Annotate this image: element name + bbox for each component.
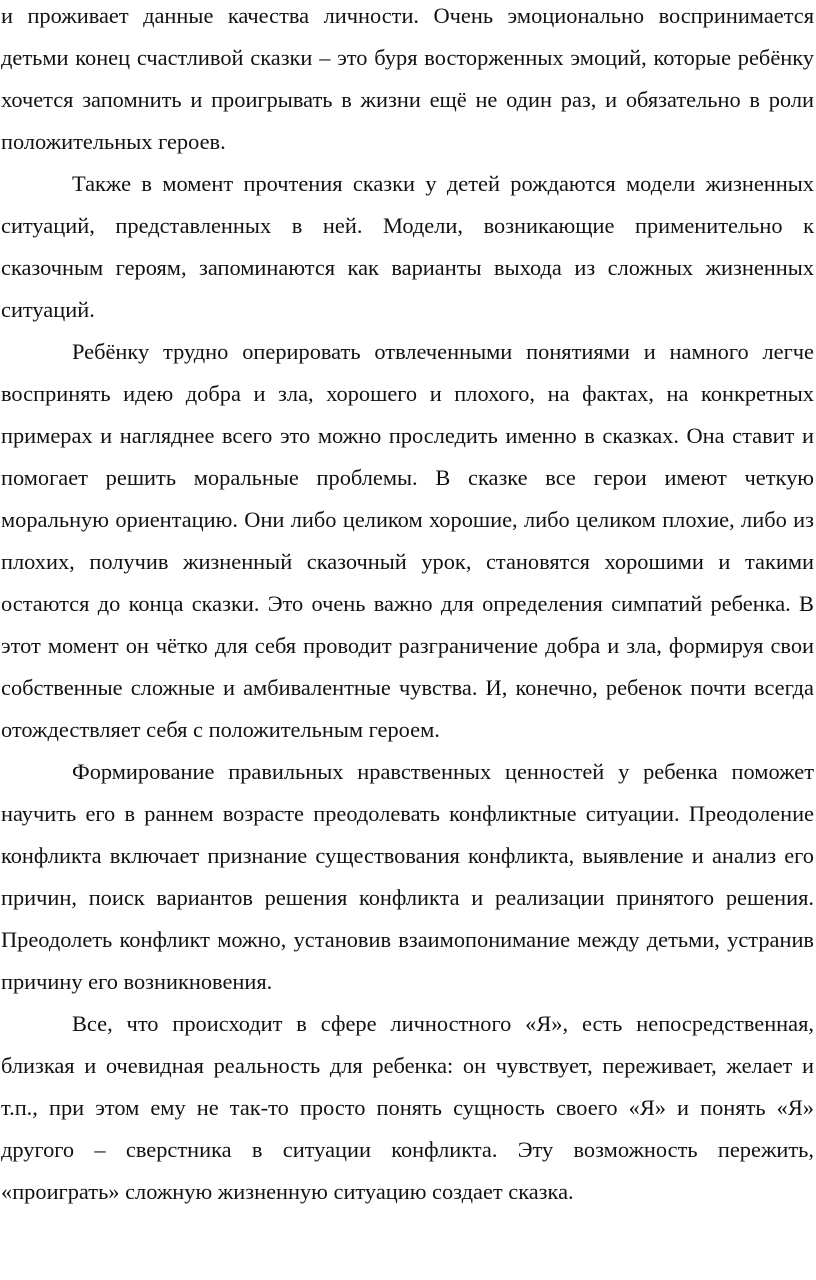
paragraph-continuation: и проживает данные качества личности. Очень эмоционально воспринимается детьми конец счастливой сказки – это буря восторженных эмоций, которые ребёнку хочется запомнить и проигрывать в жизни ещё не один раз, и обязательно в роли положительных героев. xyxy=(1,3,814,154)
paragraph-personal-self: Все, что происходит в сфере личностного «Я», есть непосредственная, близкая и очевидная реальность для ребенка: он чувствует, переживает, желает и т.п., при этом ему не так-то просто понять сущность своего «Я» и понять «Я» другого – сверстника в ситуации конфликта. Эту возможность пережить, «проиграть» сложную жизненную ситуацию создает сказка. xyxy=(1,1011,814,1204)
paragraph-good-and-evil: Ребёнку трудно оперировать отвлеченными понятиями и намного легче воспринять идею добра и зла, хорошего и плохого, на фактах, на конкретных примерах и нагляднее всего это можно проследить именно в сказках. Она ставит и помогает решить моральные проблемы. В сказке все герои имеют четкую моральную ориентацию. Они либо целиком хорошие, либо целиком плохие, либо из плохих, получив жизненный сказочный урок, становятся хорошими и такими остаются до конца сказки. Это очень важно для определения симпатий ребенка. В этот момент он чётко для себя проводит разграничение добра и зла, формируя свои собственные сложные и амбивалентные чувства. И, конечно, ребенок почти всегда отождествляет себя с положительным героем. xyxy=(1,339,814,742)
paragraph-conflict-resolution: Формирование правильных нравственных ценностей у ребенка поможет научить его в раннем возрасте преодолевать конфликтные ситуации. Преодоление конфликта включает признание существования конфликта, выявление и анализ его причин, поиск вариантов решения конфликта и реализации принятого решения. Преодолеть конфликт можно, установив взаимопонимание между детьми, устранив причину его возникновения. xyxy=(1,759,814,994)
paragraph-life-situations: Также в момент прочтения сказки у детей рождаются модели жизненных ситуаций, представленных в ней. Модели, возникающие применительно к сказочным героям, запоминаются как варианты выхода из сложных жизненных ситуаций. xyxy=(1,171,814,322)
